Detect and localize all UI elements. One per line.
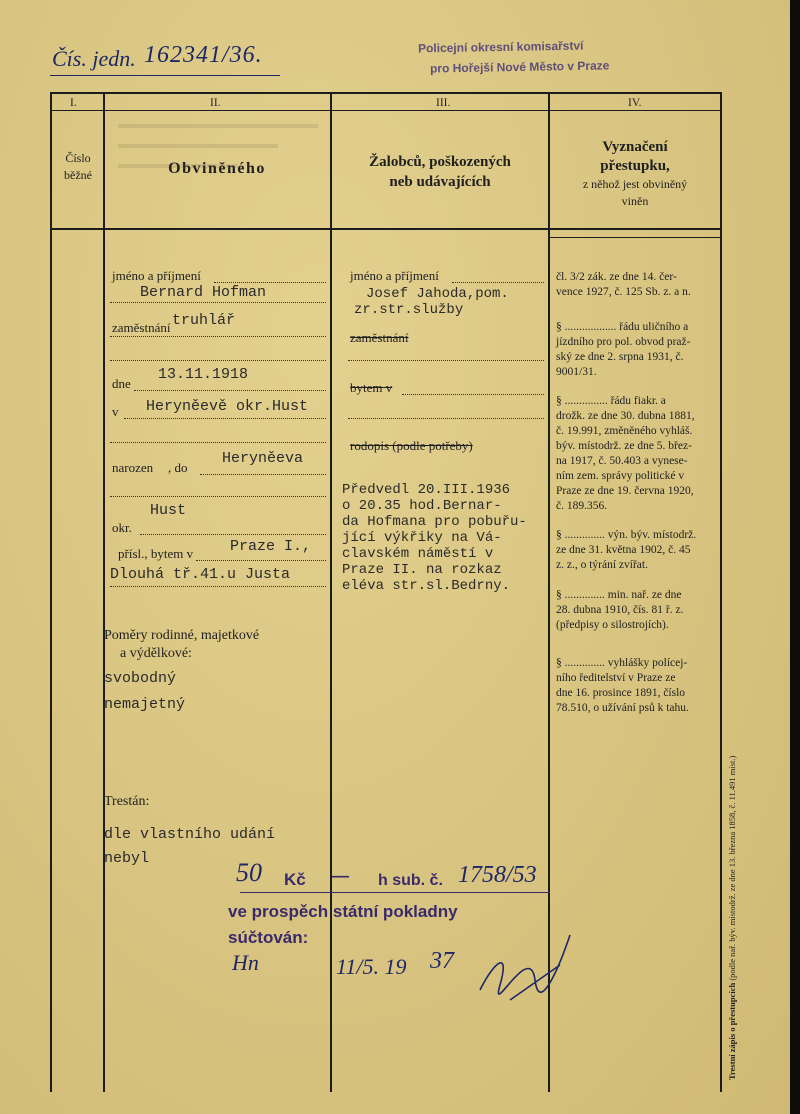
accused-do-label: , do xyxy=(168,460,188,475)
offense-p2-line4: 9001/31. xyxy=(556,366,597,378)
settlement-beneficiary: ve prospěch státní pokladny xyxy=(228,902,458,921)
side-form-note: (podle nař. býv. místodrž. ze dne 13. března 1858, č. 11.491 míst.) xyxy=(727,755,737,981)
accused-district-value: Hust xyxy=(150,502,187,519)
accused-circumstances-label-1: Poměry rodinné, majetkové xyxy=(104,628,260,643)
offense-p6-line3: dne 16. prosince 1891, číslo xyxy=(556,687,686,699)
report-line-1: Předvedl 20.III.1936 xyxy=(342,482,511,498)
office-stamp-line1: Policejní okresní komisařství xyxy=(417,38,584,56)
offense-paragraph-2 xyxy=(556,320,716,380)
settlement-date-prefix: 11/5. 19 xyxy=(336,954,407,979)
accused-do-value: Heryněeva xyxy=(222,450,304,467)
accused-blank-line xyxy=(110,360,326,361)
col4-header-line4: viněn xyxy=(621,194,649,208)
scan-edge xyxy=(790,0,800,1114)
col4-header-line3: z něhož jest obviněný xyxy=(582,177,688,191)
settlement-accounted: súčtován: xyxy=(228,928,309,947)
report-line-3: da Hofmana pro pobuřu- xyxy=(342,514,527,530)
report-line-4: jící výkřiky na Vá- xyxy=(342,530,502,546)
accused-blank-line2 xyxy=(110,442,326,443)
accused-marital-status: svobodný xyxy=(104,670,177,687)
accused-blank-line3 xyxy=(110,496,326,497)
offense-p2-line3: ský ze dne 2. srpna 1931, č. xyxy=(556,351,684,363)
offense-paragraph-1 xyxy=(556,270,716,300)
numbers-rule xyxy=(50,110,722,111)
accused-residence-label: přísl., bytem v xyxy=(118,546,194,561)
accused-name-line xyxy=(110,302,326,303)
offense-p2-line1: § .................. řádu uličního a xyxy=(556,321,689,333)
offense-p3-line3: č. 19.991, změněného vyhláš. xyxy=(556,425,693,437)
offense-paragraph-6 xyxy=(556,656,716,716)
report-line-2: o 20.35 hod.Bernar- xyxy=(342,498,502,514)
accused-name-label: jméno a příjmení xyxy=(112,268,201,283)
accused-place-line xyxy=(124,418,326,419)
offense-p3-line8: č. 189.356. xyxy=(556,500,608,512)
accused-occupation-line xyxy=(110,336,326,337)
offense-paragraph-5 xyxy=(556,588,716,633)
offense-p5-line2: 28. dubna 1910, čís. 81 ř. z. xyxy=(556,604,684,616)
offense-p3-line6: ním zem. správy politické v xyxy=(556,470,685,482)
offense-p3-line7: Praze ze dne 19. června 1920, xyxy=(556,485,694,497)
header-bottom-border xyxy=(50,228,722,230)
side-form-title-text: Trestní zápis o přestupcích xyxy=(727,982,737,1080)
accused-district-label: okr. xyxy=(112,520,132,535)
accused-occupation-value: truhlář xyxy=(172,312,236,329)
offense-paragraph-3 xyxy=(556,394,716,514)
accused-born-label: narozen xyxy=(112,460,154,475)
offense-p2-line2: jízdního pro pol. obvod praž- xyxy=(556,336,691,348)
settlement-date-year: 37 xyxy=(430,948,454,974)
offense-p3-line2: drožk. ze dne 30. dubna 1881, xyxy=(556,410,695,422)
plaintiff-pedigree-label: rodopis (podle potřeby) xyxy=(350,438,473,453)
col4-header xyxy=(550,138,720,210)
col2-header: Obviněného xyxy=(168,160,266,177)
accused-birthdate-value: 13.11.1918 xyxy=(158,366,249,383)
plaintiff-name-label: jméno a příjmení xyxy=(350,268,439,283)
table-top-border xyxy=(50,92,722,94)
plaintiff-residence-line xyxy=(402,394,544,395)
col1-number: I. xyxy=(70,97,77,109)
accused-punished-value-1: dle vlastního udání xyxy=(104,826,276,843)
offense-p4-line1: § .............. výn. býv. místodrž. xyxy=(556,529,697,541)
case-number-label: Čís. jedn. xyxy=(52,46,136,71)
report-line-6: Praze II. na rozkaz xyxy=(342,562,502,578)
bleed-through-shadow xyxy=(118,118,318,208)
accused-birthplace-value: Heryněevě okr.Hust xyxy=(146,398,309,415)
offense-p4-line2: ze dne 31. května 1902, č. 45 xyxy=(556,544,691,556)
col1-header-line1: Číslo xyxy=(65,151,91,165)
side-form-title xyxy=(727,660,737,1080)
accused-residence-value: Praze I., xyxy=(230,538,312,555)
accused-place-label: v xyxy=(112,404,119,419)
col2-right-border xyxy=(330,92,332,1092)
offense-p6-line1: § .............. vyhlášky polícej- xyxy=(556,657,688,669)
office-stamp-line2: pro Hořejší Nové Město v Praze xyxy=(429,58,610,76)
accused-residence-line xyxy=(196,560,326,561)
col3-number: III. xyxy=(436,97,451,109)
accused-property-status: nemajetný xyxy=(104,696,186,713)
settlement-dash: — xyxy=(332,866,349,885)
signature-scribble xyxy=(470,930,590,1010)
col1-header-line2: běžné xyxy=(64,168,92,182)
accused-district-line xyxy=(140,534,326,535)
offense-p3-line1: § ............... řádu fiakr. a xyxy=(556,395,666,407)
accused-date-line xyxy=(134,390,326,391)
accused-name-value: Bernard Hofman xyxy=(140,284,267,301)
offense-p5-line1: § .............. min. nař. ze dne xyxy=(556,589,682,601)
offense-p6-line4: 78.510, o užívání psů k tahu. xyxy=(556,702,689,714)
accused-do-line xyxy=(200,474,326,475)
col4-number: IV. xyxy=(628,97,642,109)
accused-address-line xyxy=(110,586,326,587)
plaintiff-name-value-2: zr.str.služby xyxy=(354,302,464,318)
plaintiff-residence-label: bytem v xyxy=(350,380,393,395)
clerk-initials: Hn xyxy=(232,950,259,975)
accused-address-value: Dlouhá tř.41.u Justa xyxy=(110,566,291,583)
settlement-sub-label: h sub. č. xyxy=(378,872,443,889)
accused-circumstances-label-2: a výdělkové: xyxy=(120,646,192,661)
settlement-amount: 50 xyxy=(236,858,262,887)
settlement-underline xyxy=(240,892,550,893)
offense-paragraph-4 xyxy=(556,528,716,573)
offense-p3-line4: býv. místodrž. ze dne 5. břez- xyxy=(556,440,692,452)
col2-number: II. xyxy=(210,97,221,109)
settlement-sub-number: 1758/53 xyxy=(458,862,537,888)
col1-right-border xyxy=(103,92,105,1092)
col4-header-line2: přestupku, xyxy=(600,158,670,174)
report-line-5: clavském náměstí v xyxy=(342,546,494,562)
plaintiff-name-dots xyxy=(452,282,544,283)
plaintiff-blank-line xyxy=(348,360,544,361)
col4-header-rule xyxy=(548,237,722,238)
plaintiff-name-value-1: Josef Jahoda,pom. xyxy=(366,286,509,302)
col1-left-border xyxy=(50,92,52,1092)
report-line-7: eléva str.sl.Bedrny. xyxy=(342,578,511,594)
col3-header xyxy=(332,152,548,192)
plaintiff-occupation-label: zaměstnání xyxy=(350,330,409,345)
accused-date-label: dne xyxy=(112,376,131,391)
col1-header xyxy=(52,150,104,184)
col3-header-line2: neb udávajících xyxy=(389,174,491,190)
offense-p1-line1: čl. 3/2 zák. ze dne 14. čer- xyxy=(556,271,677,283)
offense-p4-line3: z. z., o týrání zvířat. xyxy=(556,559,648,571)
offense-p6-line2: ního ředitelství v Praze ze xyxy=(556,672,676,684)
offense-p1-line2: vence 1927, č. 125 Sb. z. a n. xyxy=(556,286,691,298)
case-number-underline xyxy=(50,75,280,76)
accused-occupation-label: zaměstnání xyxy=(112,320,171,335)
accused-punished-value-2: nebyl xyxy=(104,850,150,867)
offense-p3-line5: na 1917, č. 50.403 a vynese- xyxy=(556,455,688,467)
plaintiff-report xyxy=(342,482,552,594)
offense-p5-line3: (předpisy o silostrojích). xyxy=(556,619,669,631)
case-number-value: 162341/36. xyxy=(144,42,263,68)
plaintiff-blank-line2 xyxy=(348,418,544,419)
col3-header-line1: Žalobců, poškozených xyxy=(369,154,511,170)
accused-name-dots xyxy=(214,282,326,283)
table-right-border xyxy=(720,92,722,1092)
col4-header-line1: Vyznačení xyxy=(602,139,668,155)
settlement-currency: Kč xyxy=(284,870,306,889)
accused-punished-label: Trestán: xyxy=(104,794,150,809)
